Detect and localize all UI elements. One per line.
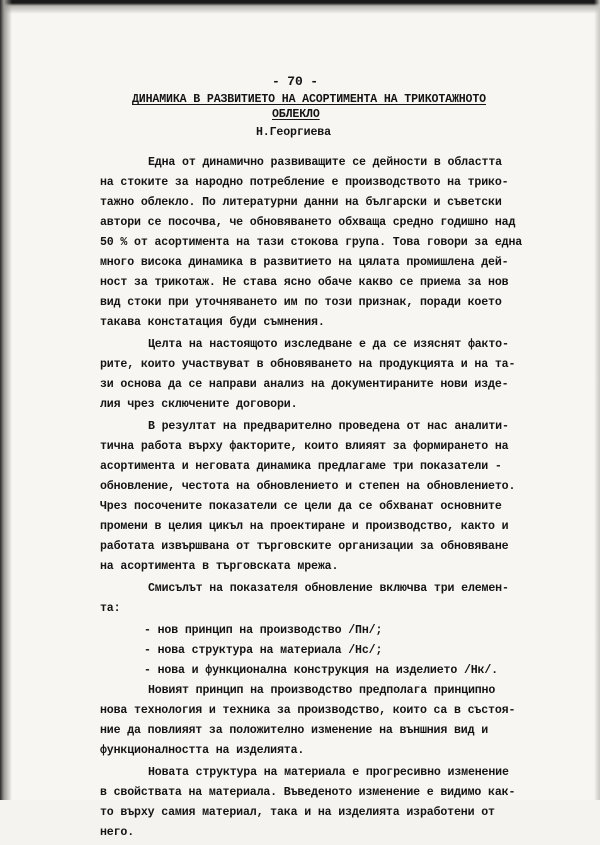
text-line: работата извършвана от търговските организации за обновяване xyxy=(100,540,509,553)
text-line: в свойствата на материала. Въведеното изменение е видимо как- xyxy=(100,786,516,799)
paragraph xyxy=(100,763,568,843)
text-line: Целта на настоящото изследване е да се изяснят факто- xyxy=(148,338,509,351)
text-line: тична работа върху факторите, които влияят за формирането на xyxy=(100,440,509,453)
text-line: то върху самия материал, така и на изделията изработени от xyxy=(100,806,495,819)
text-line: промени в целия цикъл на проектиране и производство, както и xyxy=(100,520,509,533)
text-line: тажно облекло. По литературни данни на български и съветски xyxy=(100,196,502,209)
text-line: нова технология и техника за производство, които са в състоя- xyxy=(100,704,516,717)
title-line: ОБЛЕКЛО xyxy=(272,108,320,121)
scan-left-edge xyxy=(0,0,12,800)
text-line: рите, които участвуват в обновяването на продукцията и на та- xyxy=(100,358,516,371)
text-line: Чрез посочените показатели се цели да се обхванат основните xyxy=(100,500,502,513)
text-line: асортимента и неговата динамика предлагаме три показатели - xyxy=(100,460,502,473)
list-item: - нова и функционална конструкция на изделието /Нк/. xyxy=(144,664,498,677)
paragraph xyxy=(100,153,568,333)
text-line: ние да повлияят за положително изменение на външния вид и xyxy=(100,724,489,737)
text-line: него. xyxy=(100,826,135,839)
text-line: автори се посочва, че обновяването обхваща средно годишно над xyxy=(100,216,516,229)
text-line: 50 % от асортимента на тази стокова група. Това говори за една xyxy=(100,236,523,249)
text-line: такава констатация буди съмнения. xyxy=(100,316,325,329)
text-line: Една от динамично развиващите се дейности в областта xyxy=(148,156,502,169)
text-line: В резултат на предварително проведена от нас аналити- xyxy=(148,420,509,433)
text-line: функционалността на изделията. xyxy=(100,744,305,757)
paragraph xyxy=(100,579,568,619)
title-line: ДИНАМИКА В РАЗВИТИЕТО НА АСОРТИМЕНТА НА ТРИКОТАЖНОТО xyxy=(132,93,486,106)
paragraph xyxy=(100,335,568,415)
author-name: Н.Георгиева xyxy=(256,126,331,139)
text-line: Новата структура на материала е прогресивно изменение xyxy=(148,766,509,779)
scan-right-edge xyxy=(594,0,600,800)
body-text xyxy=(100,153,568,845)
scan-top-edge xyxy=(0,0,600,14)
document-title xyxy=(132,92,572,122)
list-item: - нова структура на материала /Нс/; xyxy=(144,644,383,657)
text-line: вид стоки при уточняването им по този признак, поради което xyxy=(100,296,502,309)
paragraph xyxy=(100,417,568,577)
text-line: Смисълът на показателя обновление включва три елемен- xyxy=(148,582,509,595)
text-line: на стоките за народно потребление е производството на трико- xyxy=(100,176,509,189)
text-line: обновление, честота на обновлението и степен на обновлението. xyxy=(100,480,516,493)
text-line: лия чрез сключените договори. xyxy=(100,398,298,411)
text-line: Новият принцип на производство предполага принципно xyxy=(148,684,496,697)
text-line: ност за трикотаж. Не става ясно обаче какво се приема за нов xyxy=(100,276,509,289)
text-line: та: xyxy=(100,602,121,615)
text-line: много висока динамика в развитието на цялата промишлена дей- xyxy=(100,256,509,269)
list-item: - нов принцип на производство /Пн/; xyxy=(144,624,383,637)
text-line: зи основа да се направи анализ на документираните нови изде- xyxy=(100,378,509,391)
bullet-list xyxy=(100,621,568,681)
paragraph xyxy=(100,681,568,761)
text-line: на асортимента в търговската мрежа. xyxy=(100,560,339,573)
page-number: - 70 - xyxy=(272,74,318,89)
